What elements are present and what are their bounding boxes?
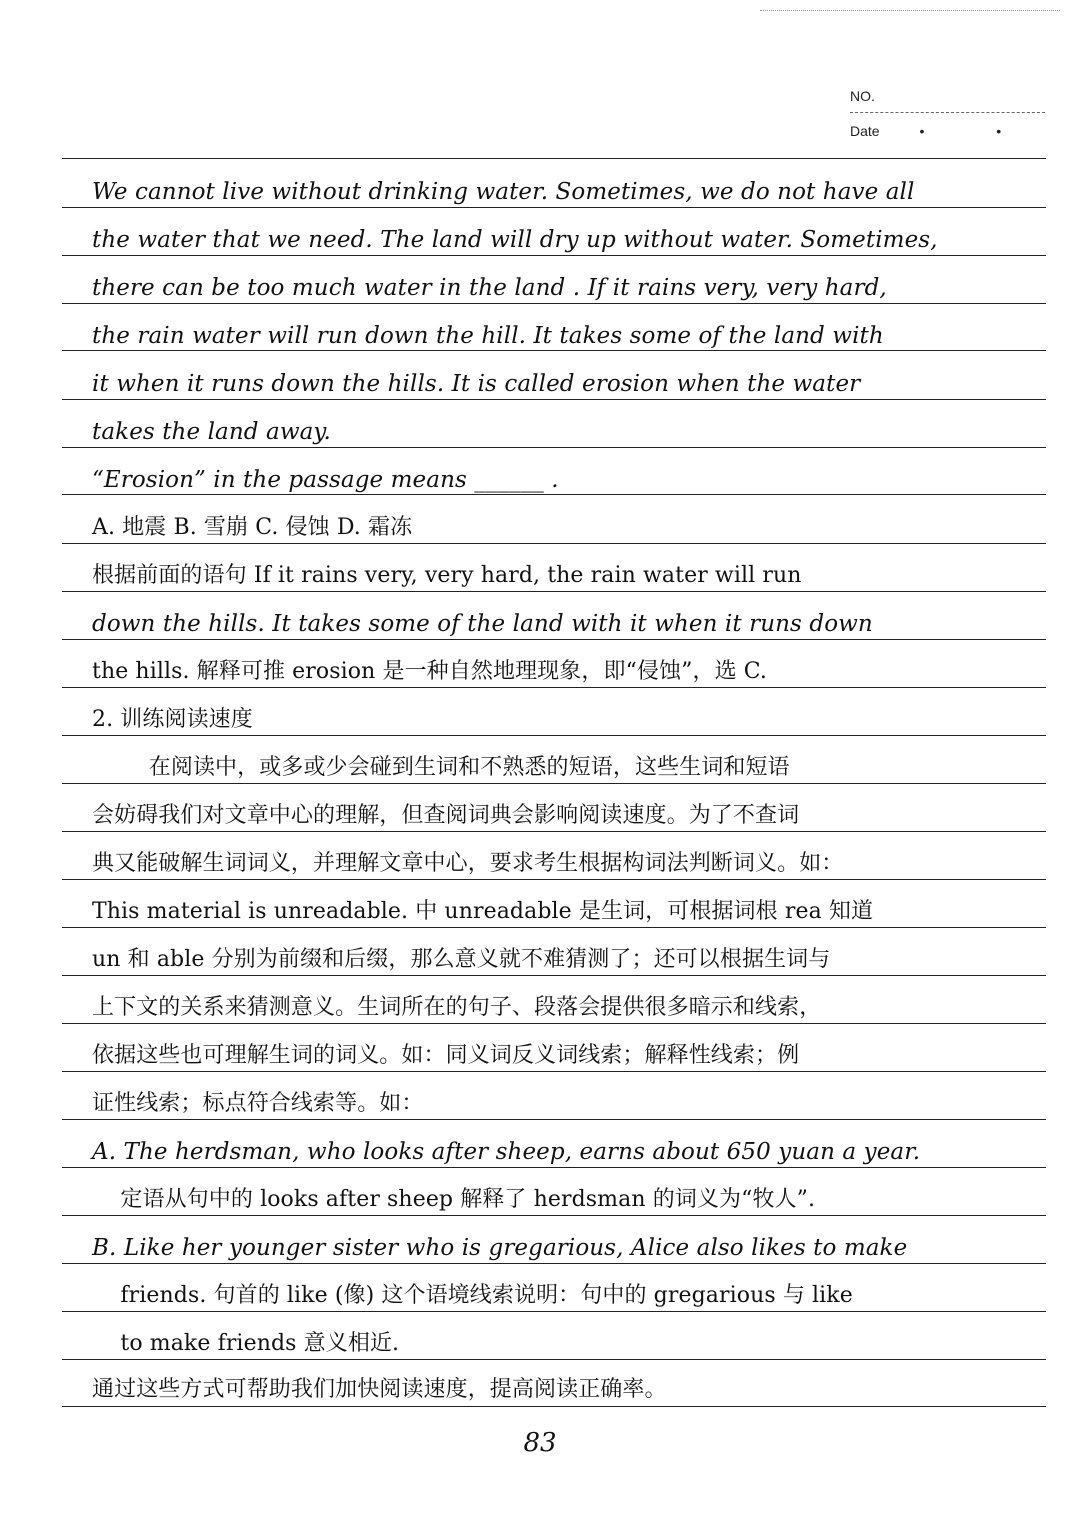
text-line: the hills. 解释可推 erosion 是一种自然地理现象，即“侵蚀”，选 C. bbox=[92, 659, 768, 684]
text-line: takes the land away. bbox=[92, 419, 331, 445]
date-label: Date bbox=[850, 123, 880, 139]
example-a-note: 定语从句中的 looks after sheep 解释了 herdsman 的词义为“牧人”. bbox=[92, 1187, 816, 1212]
text-line: We cannot live without drinking water. Sometimes, we do not have all bbox=[92, 179, 915, 205]
text-line: it when it runs down the hills. It is called erosion when the water bbox=[92, 371, 861, 397]
answer-options: A. 地震 B. 雪崩 C. 侵蚀 D. 霜冻 bbox=[92, 515, 413, 540]
notebook-header bbox=[850, 88, 1050, 139]
section-heading: 2. 训练阅读速度 bbox=[92, 707, 253, 732]
header-dashed-line bbox=[850, 112, 1045, 113]
example-b: B. Like her younger sister who is gregarious, Alice also likes to make bbox=[92, 1235, 908, 1261]
ruled-line bbox=[62, 158, 1046, 159]
example-a: A. The herdsman, who looks after sheep, earns about 650 yuan a year. bbox=[92, 1139, 921, 1165]
text-line: down the hills. It takes some of the land with it when it runs down bbox=[92, 611, 873, 637]
date-label-row bbox=[850, 123, 1050, 139]
text-line: 会妨碍我们对文章中心的理解，但查阅词典会影响阅读速度。为了不查词 bbox=[92, 803, 800, 828]
text-line: there can be too much water in the land . If it rains very, very hard, bbox=[92, 275, 887, 301]
text-line: 典又能破解生词词义，并理解文章中心，要求考生根据构词法判断词义。如： bbox=[92, 851, 844, 876]
question-line: “Erosion” in the passage means ______ . bbox=[92, 467, 559, 493]
text-line: This material is unreadable. 中 unreadable 是生词，可根据词根 rea 知道 bbox=[92, 899, 874, 924]
text-line: 依据这些也可理解生词的词义。如：同义词反义词线索；解释性线索；例 bbox=[92, 1043, 800, 1068]
example-b-note: to make friends 意义相近. bbox=[92, 1331, 400, 1356]
date-dots: • • bbox=[919, 123, 1036, 139]
top-edge-dots bbox=[760, 10, 1060, 11]
page-number: 83 bbox=[523, 1428, 557, 1458]
text-line: 根据前面的语句 If it rains very, very hard, the rain water will run bbox=[92, 563, 802, 588]
example-b-note: friends. 句首的 like (像) 这个语境线索说明：句中的 gregarious 与 like bbox=[92, 1283, 853, 1308]
text-line: the rain water will run down the hill. It takes some of the land with bbox=[92, 323, 884, 349]
text-line: 在阅读中，或多或少会碰到生词和不熟悉的短语，这些生词和短语 bbox=[92, 755, 790, 780]
text-line: the water that we need. The land will dry up without water. Sometimes, bbox=[92, 227, 938, 253]
text-line: un 和 able 分别为前缀和后缀，那么意义就不难猜测了；还可以根据生词与 bbox=[92, 947, 831, 972]
text-line: 上下文的关系来猜测意义。生词所在的句子、段落会提供很多暗示和线索， bbox=[92, 995, 822, 1020]
number-label: NO. bbox=[850, 88, 875, 104]
text-line: 通过这些方式可帮助我们加快阅读速度，提高阅读正确率。 bbox=[92, 1377, 667, 1402]
text-line: 证性线索；标点符合线索等。如： bbox=[92, 1091, 424, 1116]
